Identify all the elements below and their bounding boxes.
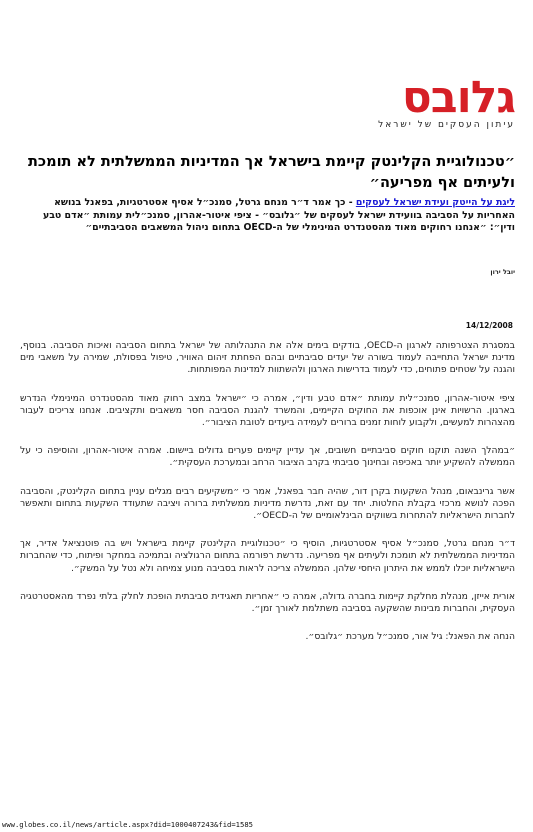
conference-link[interactable]: ליגת על הייטק ועידת ישראל לעסקים — [355, 197, 515, 208]
paragraph-1: במסגרת הצטרפותה לארגון ה-OECD, בודקים בימים אלה את התנהלותה של ישראל בתחום הסביבה ואיכות הסביבה. בנוסף, מדינת ישראל התחייבה לעמוד בשורה של יעדים סביבתיים ובהם הפחתת זיהום האוויר, טיפול בפסולת, שמירה על משאבי מים והגנה על שטחים פתוחים, כדי לעמוד בדרישות הארגון ולהשתוות למדינות המפותחות. — [20, 340, 515, 376]
paragraph-5: ד״ר מנחם גרטל, סמנכ״ל אסיף אסטרטגיות, הוסיף כי ״טכנולוגיית הקלינטק קיימת בישראל ויש בה פוטנציאל אדיר, אך המדיניות הממשלתית לא תומכת ולעיתים אף מפריעה. נדרשת רפורמה בתחום הרגולציה ובתמיכה במחקר ופיתוח, כדי שהחברות הישראליות יוכלו לממש את היתרון היחסי שלהן. הממשלה צריכה לראות בסביבה מנוע צמיחה ולא נטל על המשק״. — [20, 538, 515, 574]
paragraph-7: הנחה את הפאנל: גיל אור, סמנכ״ל מערכת ״גלובס״. — [305, 631, 515, 643]
article-date: 14/12/2008 — [465, 321, 513, 330]
paragraph-3: ״במהלך השנה תוקנו חוקים סביבתיים חשובים, אך עדיין קיימים פערים גדולים ביישום. אמרה איטור-אהרון, והוסיפה כי על הממשלה להשקיע יותר באכיפה ובחינוך סביבתי בקרב הציבור הרחב ובמערכת העסקית״. — [20, 445, 515, 469]
article-lead — [25, 197, 515, 235]
globes-logo — [315, 72, 515, 130]
page-url: www.globes.co.il/news/article.aspx?did=1000407243&fid=1585 — [2, 820, 253, 829]
article-author: יובל ירון — [490, 268, 515, 276]
lead-text: - כך אמר ד״ר מנחם גרטל, סמנכ״ל אסיף אסטרטגיות, בפאנל בנושא האחריות על הסביבה בוועידת ישראל לעסקים של ״גלובס״ - ציפי איטור-אהרון, סמנכ״לית עמותת ״אדם טבע ודין״: ״אנחנו רחוקים מאוד מהסטנדרט המינימלי של ה-OECD בתחום ניהול המשאבים הסביבתיים״ — [42, 197, 515, 233]
paragraph-4: אשר גרינבאום, מנהל השקעות בקרן דור, שהיה חבר בפאנל, אמר כי ״משקיעים רבים מגלים עניין בתחום הקלינטק, והסביבה הפכה לנושא מרכזי בקבלת החלטות. יחד עם זאת, נדרשת מדיניות ממשלתית ברורה ויציבה שתעודד השקעות בתחום ותאפשר לחברות הישראליות להתחרות בשווקים הבינלאומיים של ה-OECD״. — [20, 485, 515, 522]
logo-title: גלובס — [401, 72, 515, 123]
article-body — [20, 340, 515, 659]
paragraph-6: אורית אייזן, מנהלת מחלקת קיימות בחברה גדולה, אמרה כי ״אחריות תאגידית סביבתית הופכת לחלק בלתי נפרד מהאסטרטגיה העסקית, והחברות מבינות שהשקעה בסביבה משתלמת לאורך זמן״. — [20, 590, 515, 615]
paragraph-2: ציפי איטור-אהרון, סמנכ״לית עמותת ״אדם טבע ודין״, אמרה כי ״ישראל במצב רחוק מאוד מהסטנדרט המינימלי הנדרש בארגון. הרשויות אינן אוכפות את החוקים הקיימים, והמשרד להגנת הסביבה חסר משאבים ותקציבים. אנחנו צריכים לעבור מהצהרות למעשים, ולקבוע לוחות זמנים ברורים לעמידה ביעדים לטובת הציבור״. — [20, 392, 515, 429]
logo-tagline: עיתון העסקים של ישראל — [378, 120, 515, 130]
article-title: ״טכנולוגיית הקלינטק קיימת בישראל אך המדיניות הממשלתית לא תומכת ולעיתים אף מפריעה״ — [27, 154, 515, 191]
